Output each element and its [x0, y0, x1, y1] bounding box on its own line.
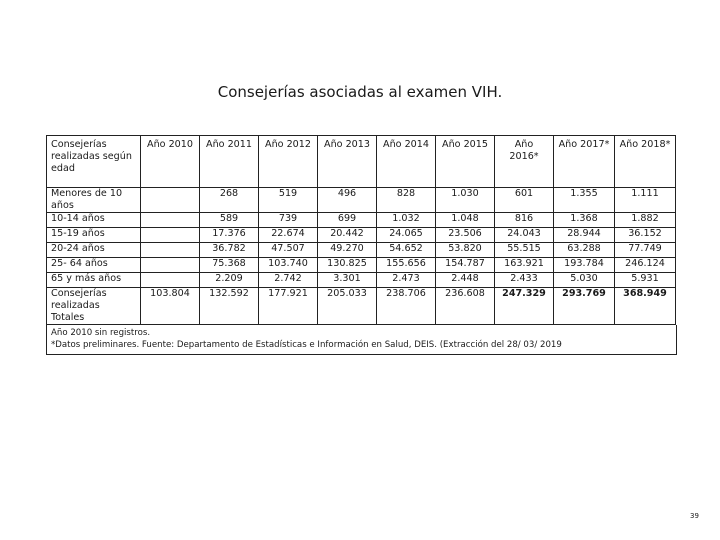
table-cell: 193.784: [554, 258, 615, 273]
table-cell: 739: [259, 213, 318, 228]
header-cell: Año 2015: [436, 136, 495, 188]
table-row: [47, 258, 676, 273]
table-cell: 63.288: [554, 243, 615, 258]
table-cell: 1.030: [436, 188, 495, 213]
table-cell: 247.329: [495, 288, 554, 325]
totals-row: [47, 288, 676, 325]
table-header-row: [47, 136, 676, 188]
table-cell: 2.209: [200, 273, 259, 288]
row-label: 65 y más años: [47, 273, 141, 288]
table-cell: 177.921: [259, 288, 318, 325]
table-cell: 2.448: [436, 273, 495, 288]
table-row: [47, 188, 676, 213]
table-cell: 54.652: [377, 243, 436, 258]
table-cell: 1.048: [436, 213, 495, 228]
row-label: 10-14 años: [47, 213, 141, 228]
header-cell: Año 2018*: [615, 136, 676, 188]
header-cell: Año 2011: [200, 136, 259, 188]
header-cell: Año 2014: [377, 136, 436, 188]
table-cell: 132.592: [200, 288, 259, 325]
consejerias-table: [46, 135, 676, 325]
table-cell: 36.782: [200, 243, 259, 258]
table-cell: 1.882: [615, 213, 676, 228]
table-cell: 53.820: [436, 243, 495, 258]
table-cell: 828: [377, 188, 436, 213]
table-cell: 75.368: [200, 258, 259, 273]
table-cell: 1.111: [615, 188, 676, 213]
table-cell: 77.749: [615, 243, 676, 258]
table-cell: 699: [318, 213, 377, 228]
table-cell: 205.033: [318, 288, 377, 325]
table-cell: 1.032: [377, 213, 436, 228]
table-row: [47, 213, 676, 228]
data-table-container: [46, 135, 675, 355]
table-cell: 55.515: [495, 243, 554, 258]
table-cell: 601: [495, 188, 554, 213]
note-no-records: Año 2010 sin registros.: [51, 328, 151, 338]
header-cell: Año 2010: [141, 136, 200, 188]
table-cell: 28.944: [554, 228, 615, 243]
page-number: 39: [690, 512, 699, 520]
table-cell: 1.355: [554, 188, 615, 213]
header-cell: Año 2012: [259, 136, 318, 188]
table-cell: 246.124: [615, 258, 676, 273]
table-cell: 47.507: [259, 243, 318, 258]
table-cell: [141, 213, 200, 228]
row-label: 20-24 años: [47, 243, 141, 258]
header-cell: Año 2013: [318, 136, 377, 188]
table-cell: 130.825: [318, 258, 377, 273]
table-cell: 589: [200, 213, 259, 228]
table-cell: 2.742: [259, 273, 318, 288]
table-cell: 154.787: [436, 258, 495, 273]
table-cell: 155.656: [377, 258, 436, 273]
table-row: [47, 273, 676, 288]
table-cell: 519: [259, 188, 318, 213]
table-cell: 3.301: [318, 273, 377, 288]
row-label: Consejerías realizadas Totales: [47, 288, 141, 325]
table-cell: 293.769: [554, 288, 615, 325]
table-cell: 163.921: [495, 258, 554, 273]
table-cell: [141, 258, 200, 273]
table-cell: 1.368: [554, 213, 615, 228]
table-notes: [46, 325, 677, 355]
table-cell: [141, 188, 200, 213]
table-cell: 236.608: [436, 288, 495, 325]
table-cell: 24.065: [377, 228, 436, 243]
row-label: 25- 64 años: [47, 258, 141, 273]
table-cell: 816: [495, 213, 554, 228]
table-cell: 24.043: [495, 228, 554, 243]
table-cell: 22.674: [259, 228, 318, 243]
table-cell: 2.433: [495, 273, 554, 288]
table-cell: 268: [200, 188, 259, 213]
table-cell: 23.506: [436, 228, 495, 243]
table-cell: 238.706: [377, 288, 436, 325]
table-cell: 20.442: [318, 228, 377, 243]
table-cell: [141, 273, 200, 288]
table-cell: 49.270: [318, 243, 377, 258]
table-cell: 496: [318, 188, 377, 213]
row-label: 15-19 años: [47, 228, 141, 243]
table-cell: 17.376: [200, 228, 259, 243]
table-row: [47, 243, 676, 258]
table-cell: [141, 243, 200, 258]
header-cell: Año 2016*: [495, 136, 554, 188]
table-row: [47, 228, 676, 243]
table-cell: 5.030: [554, 273, 615, 288]
row-label: Menores de 10 años: [47, 188, 141, 213]
table-cell: 368.949: [615, 288, 676, 325]
table-cell: 5.931: [615, 273, 676, 288]
table-cell: 36.152: [615, 228, 676, 243]
table-cell: 103.740: [259, 258, 318, 273]
note-source: *Datos preliminares. Fuente: Departamento de Estadísticas e Información en Salud, DEIS. (Extracción del 28/ 03/ 2019: [51, 340, 562, 350]
table-cell: [141, 228, 200, 243]
table-cell: 2.473: [377, 273, 436, 288]
table-cell: 103.804: [141, 288, 200, 325]
header-cell: Consejerías realizadas según edad: [47, 136, 141, 188]
header-cell: Año 2017*: [554, 136, 615, 188]
slide-title: Consejerías asociadas al examen VIH.: [217, 83, 503, 101]
